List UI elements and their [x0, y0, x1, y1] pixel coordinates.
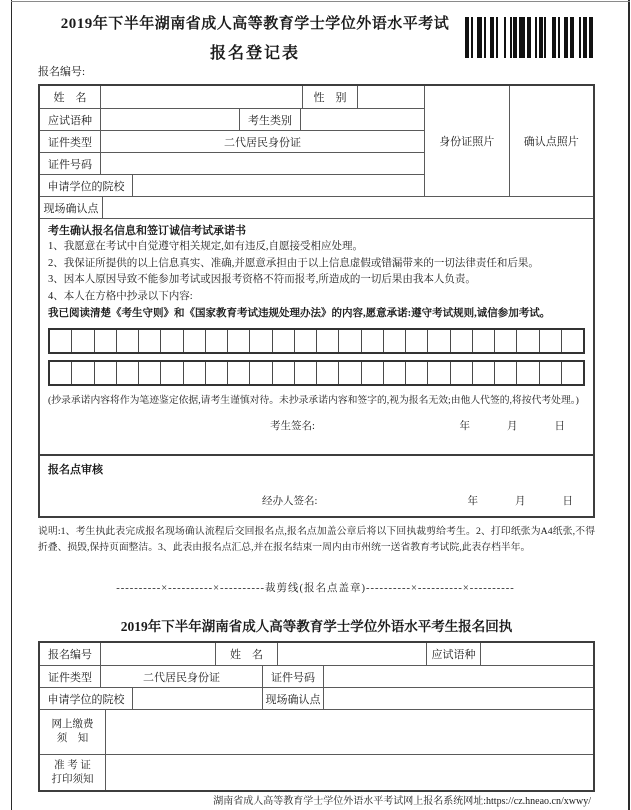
pledge-text: 我已阅读清楚《考生守则》和《国家教育考试违规处理办法》的内容,愿意承诺:遵守考试规则,诚信参加考试。 [48, 308, 551, 319]
page-edge-right [628, 0, 630, 810]
receipt-title: 2019年下半年湖南省成人高等教育学士学位外语水平考生报名回执 [120, 619, 513, 634]
commitment-item: 2、我保证所提供的以上信息真实、准确,并愿意承担由于以上信息虚假或错漏带来的一切法律责任和后果。 [48, 257, 539, 269]
footer-url-text: 湖南省成人高等教育学士学位外语水平考试网上报名系统网址:https://cz.hneao.cn/xwwy/ [213, 796, 591, 807]
commitment-item: 3、因本人原因导致不能参加考试或因报考资格不符而报考,所造成的一切后果由我本人负责。 [48, 274, 476, 285]
gender-label: 性 别 [302, 86, 357, 108]
page-edge-left [11, 0, 12, 810]
page-edge-top [11, 1, 630, 2]
receipt-name-field[interactable] [277, 643, 426, 665]
transcription-cell[interactable] [405, 362, 427, 384]
transcription-cell[interactable] [205, 330, 227, 352]
table-row [40, 174, 425, 196]
payment-notice-label-line2: 须 知 [56, 733, 89, 744]
transcription-note: (抄录承诺内容将作为笔迹鉴定依据,请考生谨慎对待。未抄录承诺内容和签字的,视为报名无效;由他人代签的,将按代考处理。) [48, 395, 579, 406]
table-row [40, 108, 425, 130]
id-number-label: 证件号码 [48, 158, 92, 171]
transcription-cell[interactable] [450, 362, 472, 384]
table-row [40, 687, 593, 709]
handler-signature-label[interactable]: 经办人签名: [262, 496, 318, 507]
handler-signature-row [40, 493, 593, 508]
date-fields [460, 418, 566, 433]
receipt-school-label: 申请学位的院校 [47, 693, 125, 706]
transcription-cell[interactable] [539, 362, 561, 384]
gender-field[interactable] [357, 86, 424, 108]
table-row [40, 196, 593, 218]
transcription-cell[interactable] [227, 362, 249, 384]
transcription-cell[interactable] [450, 330, 472, 352]
transcription-cell[interactable] [116, 362, 138, 384]
receipt-id-number-field[interactable] [323, 666, 593, 687]
receipt-language-field[interactable] [480, 643, 593, 665]
transcription-cell[interactable] [94, 362, 116, 384]
receipt-id-type-label: 证件类型 [48, 671, 92, 684]
transcription-cell[interactable] [294, 330, 316, 352]
transcription-cell[interactable] [427, 330, 449, 352]
confirm-site-field[interactable] [102, 197, 593, 218]
table-row [40, 86, 425, 108]
receipt-id-type-value: 二代居民身份证 [100, 666, 262, 687]
payment-notice-label [40, 710, 105, 754]
transcription-cell[interactable] [316, 330, 338, 352]
name-field[interactable] [100, 86, 302, 108]
transcription-cell[interactable] [183, 330, 205, 352]
receipt-reg-no-field[interactable] [100, 643, 215, 665]
admission-ticket-label [40, 755, 105, 790]
transcription-cell[interactable] [405, 330, 427, 352]
receipt-confirm-site-field[interactable] [323, 688, 593, 709]
category-field[interactable] [300, 109, 424, 130]
transcription-cell[interactable] [50, 330, 71, 352]
year-label: 年 [459, 420, 470, 432]
transcription-cell[interactable] [427, 362, 449, 384]
transcription-cell[interactable] [160, 330, 182, 352]
transcription-grid-row-1 [48, 328, 585, 354]
transcription-cell[interactable] [494, 330, 516, 352]
day-label: 日 [562, 496, 573, 507]
month-label: 月 [515, 496, 526, 507]
transcription-cell[interactable] [539, 330, 561, 352]
admission-ticket-label-line1: 准 考 证 [54, 759, 91, 771]
transcription-cell[interactable] [561, 330, 583, 352]
review-heading: 报名点审核 [48, 464, 103, 476]
instructions-text: 说明:1、考生执此表完成报名现场确认流程后交回报名点,报名点加盖公章后将以下回执裁剪给考生。2、打印纸张为A4纸张,不得折叠、损毁,保持页面整洁。3、此表由报名点汇总,并在报名结束一周内由市州统一送省教育考试院,此表存档半年。 [38, 526, 595, 553]
payment-notice-field[interactable] [105, 710, 593, 754]
receipt-school-field[interactable] [132, 688, 262, 709]
transcription-cell[interactable] [516, 362, 538, 384]
transcription-cell[interactable] [338, 330, 360, 352]
id-photo-box: 身份证照片 [439, 136, 495, 148]
transcription-cell[interactable] [272, 330, 294, 352]
table-row [40, 665, 593, 687]
transcription-cell[interactable] [472, 362, 494, 384]
receipt-table [38, 641, 595, 792]
form-header [22, 12, 488, 63]
transcription-cell[interactable] [316, 362, 338, 384]
name-label: 姓 名 [53, 92, 87, 104]
day-label: 日 [554, 420, 565, 432]
transcription-cell[interactable] [361, 362, 383, 384]
language-field[interactable] [100, 109, 239, 130]
transcription-cell[interactable] [472, 330, 494, 352]
barcode-icon [465, 17, 593, 58]
table-row [40, 709, 593, 754]
admission-ticket-label-line2: 打印须知 [51, 773, 94, 785]
transcription-cell[interactable] [494, 362, 516, 384]
transcription-cell[interactable] [160, 362, 182, 384]
transcription-cell[interactable] [249, 330, 271, 352]
transcription-cell[interactable] [227, 330, 249, 352]
school-label: 申请学位的院校 [47, 180, 125, 193]
school-field[interactable] [132, 175, 424, 196]
transcription-cell[interactable] [183, 362, 205, 384]
table-row [40, 152, 425, 174]
candidate-signature-label[interactable]: 考生签名: [270, 420, 315, 432]
cut-line: ----------×----------×----------裁剪线(报名点盖章)----------×----------×---------- [116, 583, 515, 594]
transcription-cell[interactable] [138, 330, 160, 352]
form-title: 2019年下半年湖南省成人高等教育学士学位外语水平考试 [60, 16, 450, 32]
confirmation-photo-box: 确认点照片 [509, 86, 594, 196]
table-row [40, 754, 593, 790]
transcription-cell[interactable] [249, 362, 271, 384]
receipt-confirm-site-label: 现场确认点 [262, 688, 323, 709]
transcription-cell[interactable] [516, 330, 538, 352]
transcription-grid-row-2 [48, 360, 585, 386]
table-row [40, 643, 593, 665]
month-label: 月 [507, 420, 518, 432]
transcription-cell[interactable] [138, 362, 160, 384]
transcription-cell[interactable] [50, 362, 71, 384]
id-type-value: 二代居民身份证 [100, 131, 424, 152]
language-label: 应试语种 [48, 114, 92, 127]
admission-ticket-field[interactable] [105, 755, 593, 790]
transcription-cell[interactable] [383, 362, 405, 384]
barcode-bar [589, 17, 593, 58]
commitment-item: 4、本人在方格中抄录以下内容: [48, 290, 193, 302]
photo-area [425, 86, 593, 196]
commitment-heading: 考生确认报名信息和签订诚信考试承诺书 [48, 225, 246, 237]
receipt-language-label: 应试语种 [426, 643, 480, 665]
table-row [40, 130, 425, 152]
form-subtitle: 报名登记表 [209, 45, 300, 62]
transcription-cell[interactable] [561, 362, 583, 384]
id-type-label: 证件类型 [48, 136, 92, 149]
transcription-cell[interactable] [383, 330, 405, 352]
receipt-name-label: 姓 名 [215, 643, 277, 665]
transcription-cell[interactable] [94, 330, 116, 352]
id-number-field[interactable] [100, 153, 424, 174]
confirm-site-label: 现场确认点 [43, 202, 99, 215]
transcription-cell[interactable] [361, 330, 383, 352]
payment-notice-label-line1: 网上缴费 [51, 719, 94, 730]
registration-table [38, 84, 595, 518]
transcription-cell[interactable] [272, 362, 294, 384]
transcription-cell[interactable] [338, 362, 360, 384]
candidate-signature-row [48, 418, 585, 433]
registration-number-label: 报名编号: [38, 66, 86, 78]
transcription-cell[interactable] [71, 362, 93, 384]
receipt-id-number-label: 证件号码 [262, 666, 323, 687]
year-label: 年 [467, 496, 478, 507]
transcription-cell[interactable] [205, 362, 227, 384]
review-section [40, 454, 593, 516]
commitment-item: 1、我愿意在考试中自觉遵守相关规定,如有违反,自愿接受相应处理。 [48, 241, 363, 252]
commitment-section [40, 218, 593, 454]
transcription-cell[interactable] [116, 330, 138, 352]
transcription-cell[interactable] [71, 330, 93, 352]
receipt-reg-no-label: 报名编号 [48, 649, 92, 661]
transcription-cell[interactable] [294, 362, 316, 384]
category-label: 考生类别 [239, 109, 300, 130]
date-fields [468, 493, 574, 508]
